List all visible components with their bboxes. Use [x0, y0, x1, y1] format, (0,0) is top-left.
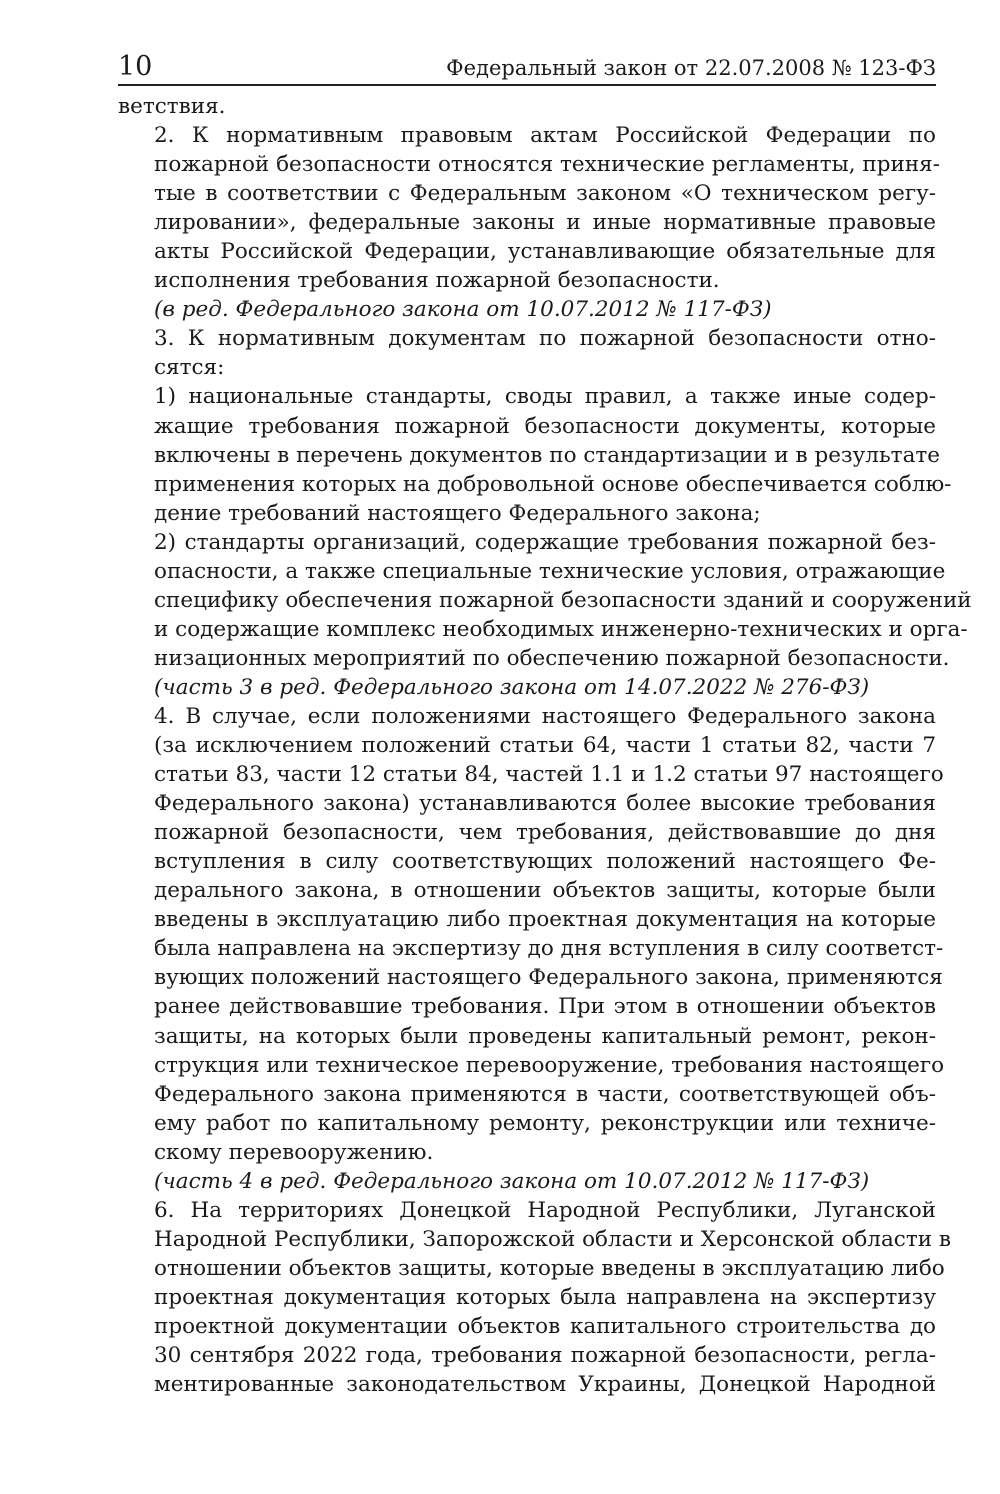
paragraph	[118, 702, 945, 1167]
text-line: проектной документации объектов капитального строительства до	[154, 1313, 936, 1339]
text-line: лировании», федеральные законы и иные нормативные правовые	[154, 210, 936, 236]
amendment-note	[118, 673, 936, 702]
text-line: включены в перечень документов по стандартизации и в результате	[154, 442, 940, 468]
running-title: Федеральный закон от 22.07.2008 № 123-ФЗ	[446, 56, 936, 80]
text-line: Народной Республики, Запорожской области и Херсонской области в	[154, 1226, 951, 1252]
paragraph	[118, 528, 972, 673]
text-line: Федерального закона) устанавливаются более высокие требования	[154, 791, 936, 817]
text-line: скому перевооружению.	[154, 1139, 434, 1165]
page-number: 10	[118, 51, 153, 82]
amendment-note	[118, 1167, 936, 1196]
text-line: защиты, на которых были проведены капитальный ремонт, рекон-	[154, 1023, 936, 1049]
paragraph	[118, 92, 936, 121]
text-line: пожарной безопасности относятся технические регламенты, приня-	[154, 152, 940, 178]
text-line: ранее действовавшие требования. При этом в отношении объектов	[154, 994, 936, 1020]
text-line: 2) стандарты организаций, содержащие требования пожарной без-	[154, 529, 936, 555]
text-line: проектная документация которых была направлена на экспертизу	[154, 1284, 936, 1310]
text-line: (часть 4 в ред. Федерального закона от 10.07.2012 № 117-ФЗ)	[154, 1168, 870, 1194]
paragraph	[118, 1196, 951, 1399]
text-line: дение требований настоящего Федерального закона;	[154, 500, 761, 526]
paragraph	[118, 324, 936, 382]
text-line: (часть 3 в ред. Федерального закона от 14.07.2022 № 276-ФЗ)	[154, 674, 870, 700]
text-line: 3. К нормативным документам по пожарной безопасности отно-	[154, 326, 936, 352]
document-page	[118, 51, 972, 1399]
text-line: исполнения требования пожарной безопасности.	[154, 268, 720, 294]
text-line: 1) национальные стандарты, своды правил, а также иные содер-	[154, 384, 936, 410]
text-line: жащие требования пожарной безопасности документы, которые	[154, 413, 936, 439]
text-line: пожарной безопасности, чем требования, действовавшие до дня	[154, 820, 936, 846]
text-line: применения которых на добровольной основе обеспечивается соблю-	[154, 471, 952, 497]
text-line: 2. К нормативным правовым актам Российской Федерации по	[154, 123, 936, 149]
text-line: и содержащие комплекс необходимых инженерно-технических и орга-	[154, 616, 968, 642]
text-line: ветствия.	[118, 94, 226, 119]
page-header	[118, 52, 936, 86]
paragraph	[118, 121, 940, 295]
text-line: ментированные законодательством Украины, Донецкой Народной	[154, 1372, 936, 1398]
text-line: специфику обеспечения пожарной безопасности зданий и сооружений	[154, 587, 972, 613]
text-line: опасности, а также специальные технические условия, отражающие	[154, 558, 946, 584]
text-line: 6. На территориях Донецкой Народной Республики, Луганской	[154, 1197, 936, 1223]
text-line: (за исключением положений статьи 64, части 1 статьи 82, части 7	[154, 733, 936, 759]
text-line: (в ред. Федерального закона от 10.07.2012 № 117-ФЗ)	[154, 297, 772, 323]
text-line: ему работ по капитальному ремонту, реконструкции или техниче-	[154, 1110, 936, 1136]
text-line: 30 сентября 2022 года, требования пожарной безопасности, регла-	[154, 1343, 936, 1369]
text-line: была направлена на экспертизу до дня вступления в силу соответст-	[154, 936, 944, 962]
text-line: струкция или техническое перевооружение, требования настоящего	[154, 1052, 945, 1078]
text-line: дерального закона, в отношении объектов защиты, которые были	[154, 878, 936, 904]
text-line: тые в соответствии с Федеральным законом «О техническом регу-	[154, 181, 936, 207]
amendment-note	[118, 295, 936, 324]
text-line: низационных мероприятий по обеспечению пожарной безопасности.	[154, 645, 950, 671]
text-line: вступления в силу соответствующих положений настоящего Фе-	[154, 849, 936, 875]
text-line: отношении объектов защиты, которые введены в эксплуатацию либо	[154, 1255, 945, 1281]
paragraph	[118, 382, 952, 527]
text-line: статьи 83, части 12 статьи 84, частей 1.1 и 1.2 статьи 97 настоящего	[154, 762, 944, 788]
text-line: вующих положений настоящего Федерального закона, применяются	[154, 965, 943, 991]
text-line: Федерального закона применяются в части, соответствующей объ-	[154, 1081, 936, 1107]
text-line: акты Российской Федерации, устанавливающие обязательные для	[154, 239, 936, 265]
text-line: сятся:	[154, 355, 225, 381]
document-body	[118, 92, 972, 1399]
text-line: 4. В случае, если положениями настоящего Федерального закона	[154, 703, 936, 729]
text-line: введены в эксплуатацию либо проектная документация на которые	[154, 907, 936, 933]
